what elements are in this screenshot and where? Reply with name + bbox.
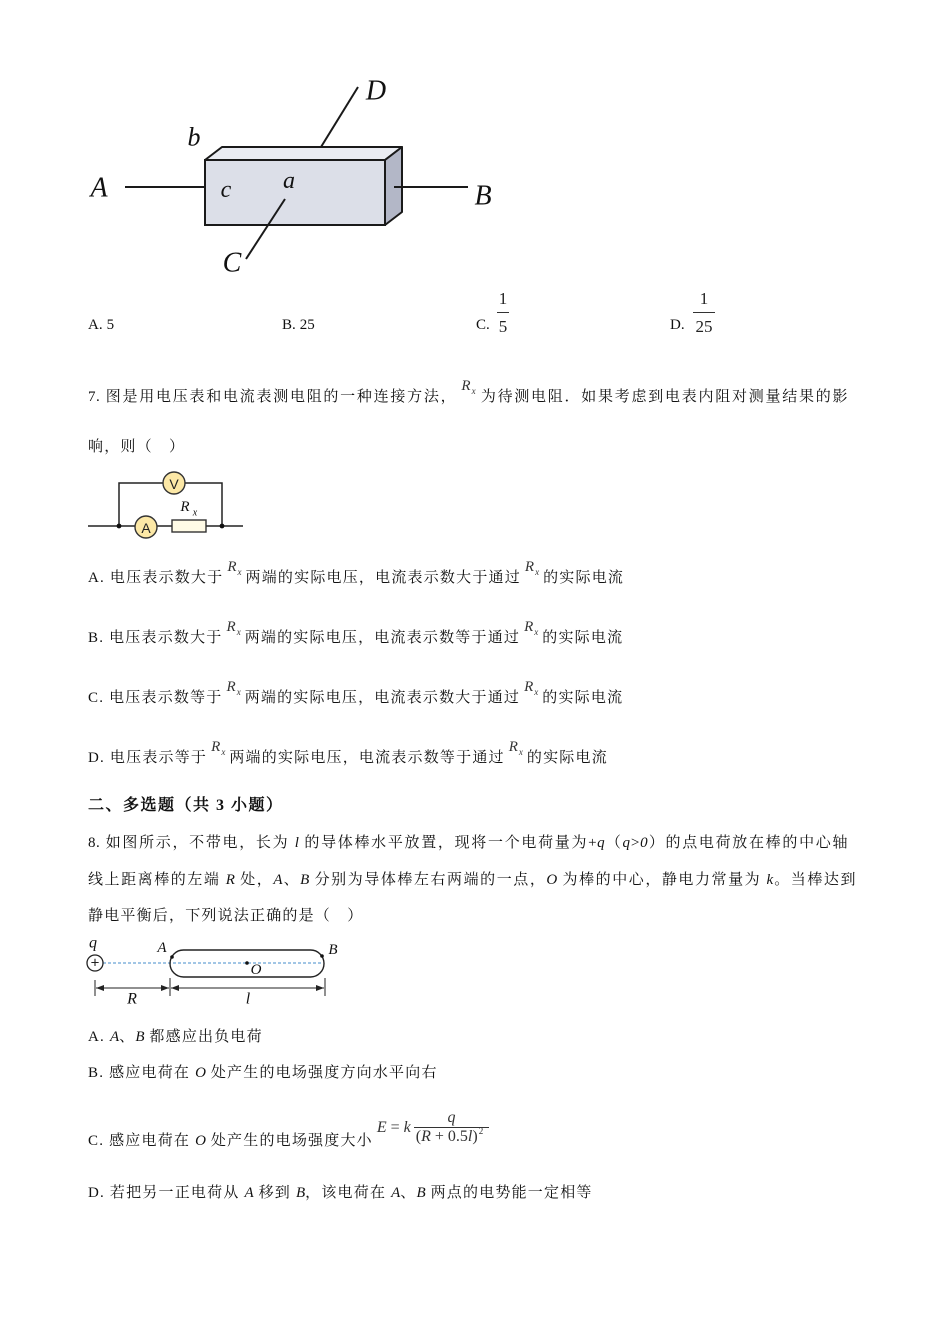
q8-option-a bbox=[88, 1027, 263, 1047]
q7-stem-line1 bbox=[88, 378, 848, 407]
label-a: a bbox=[283, 168, 295, 194]
voltmeter-label: V bbox=[169, 476, 179, 492]
q8-od-s6: 、 bbox=[400, 1185, 417, 1201]
rx-letter: R bbox=[211, 739, 221, 755]
label-C: C bbox=[222, 247, 242, 279]
q7-option-c bbox=[88, 679, 624, 708]
q7-option-a bbox=[88, 559, 625, 588]
q7-option-b-part3: 的实际电流 bbox=[542, 630, 624, 646]
resistor-label: R bbox=[180, 499, 190, 515]
block-figure bbox=[80, 75, 510, 279]
q8-oa-s4: 都感应出负电荷 bbox=[144, 1029, 263, 1045]
q7-option-b bbox=[88, 619, 624, 648]
q8-od-s7: B bbox=[416, 1185, 426, 1201]
label-D: D bbox=[365, 75, 387, 107]
rx-letter: R bbox=[227, 559, 237, 575]
rx-letter: R bbox=[226, 619, 236, 635]
q8-oa-s2: 、 bbox=[119, 1029, 136, 1045]
q8-l1-s4: （ bbox=[604, 835, 623, 851]
resistor-rx bbox=[172, 520, 206, 532]
q8-option-d bbox=[88, 1183, 593, 1203]
rx-subscript: x bbox=[236, 687, 241, 697]
q8-l2-s6: 分别为导体棒左右两端的一点， bbox=[309, 872, 547, 888]
rx-subscript: x bbox=[534, 687, 539, 697]
rx-symbol bbox=[211, 739, 225, 756]
rx-letter: R bbox=[461, 378, 471, 394]
q8-l2-s7: O bbox=[546, 872, 558, 888]
q8-od-s3: B bbox=[295, 1185, 306, 1201]
q8-l2-s9: k bbox=[766, 872, 774, 888]
charge-label: q bbox=[89, 934, 97, 952]
rx-letter: R bbox=[524, 559, 535, 575]
resistor-label-subscript: x bbox=[192, 507, 198, 519]
q8-l1-s3: q bbox=[597, 835, 605, 851]
section-heading: 二、多选题（共 3 小题） bbox=[88, 797, 284, 814]
q8-l1-s0: 8. 如图所示，不带电，长为 bbox=[88, 835, 295, 851]
q8-l2-s3: A bbox=[273, 872, 283, 888]
label-B: B bbox=[474, 180, 492, 212]
q7-option-b-part2: 两端的实际电压，电流表示数等于通过 bbox=[244, 630, 521, 646]
q8-l1-s1: l bbox=[294, 835, 299, 851]
q6-option-b-letter: B. bbox=[282, 317, 296, 333]
rx-symbol bbox=[509, 739, 523, 756]
q8-ob-s0: B. 感应电荷在 bbox=[88, 1065, 196, 1081]
rx-symbol bbox=[461, 378, 475, 395]
q8-od-s5: A bbox=[391, 1185, 401, 1201]
q7-option-c-part3: 的实际电流 bbox=[542, 690, 624, 706]
ammeter-label: A bbox=[141, 520, 151, 536]
q8-od-s2: 移到 bbox=[253, 1185, 296, 1201]
rx-symbol bbox=[227, 679, 241, 696]
wire-d bbox=[321, 87, 358, 147]
q6-option-b bbox=[282, 315, 315, 335]
rx-subscript: x bbox=[534, 627, 539, 637]
q6-option-d-letter: D. bbox=[670, 317, 685, 333]
q7-circuit bbox=[84, 468, 249, 544]
label-point-o: O bbox=[250, 962, 262, 978]
q8-od-s8: 两点的电势能一定相等 bbox=[425, 1185, 593, 1201]
q7-option-d bbox=[88, 739, 608, 768]
rx-symbol bbox=[525, 559, 539, 576]
q8-rod-figure bbox=[84, 934, 344, 1008]
q8-stem-line2 bbox=[88, 870, 856, 890]
q7-option-d-part3: 的实际电流 bbox=[526, 750, 608, 766]
q6-option-c-fraction-bar bbox=[497, 312, 509, 313]
q6-option-a bbox=[88, 315, 114, 335]
q8-oa-s3: B bbox=[135, 1029, 145, 1045]
q8-l1-s2: 的导体棒水平放置，现将一个电荷量为+ bbox=[298, 835, 598, 851]
q7-option-a-part2: 两端的实际电压，电流表示数大于通过 bbox=[245, 570, 521, 586]
den-r: R bbox=[421, 1128, 431, 1145]
q8-l2-s10: 。当棒达到 bbox=[773, 872, 856, 888]
rx-subscript: x bbox=[535, 567, 540, 577]
formula-fraction bbox=[414, 1109, 489, 1147]
formula-k: k bbox=[403, 1119, 411, 1136]
q7-option-c-part1: C. 电压表示数等于 bbox=[88, 690, 223, 706]
q6-option-c-letter: C. bbox=[476, 317, 490, 333]
q8-l2-s5: B bbox=[300, 872, 310, 888]
label-c: c bbox=[220, 177, 232, 203]
den-l: l bbox=[467, 1128, 473, 1145]
q8-ob-s2: 处产生的电场强度方向水平向右 bbox=[205, 1065, 438, 1081]
formula-lhs: E bbox=[376, 1119, 387, 1136]
q8-l2-s8: 为棒的中心，静电力常量为 bbox=[557, 872, 767, 888]
formula-denominator bbox=[414, 1127, 489, 1147]
den-exponent: 2 bbox=[478, 1126, 484, 1136]
q6-option-d-numerator: 1 bbox=[699, 289, 709, 308]
q8-oa-s1: A bbox=[109, 1029, 120, 1045]
q7-option-a-part1: A. 电压表示数大于 bbox=[88, 570, 224, 586]
q7-stem-part2: 为待测电阻．如果考虑到电表内阻对测量结果的影 bbox=[479, 389, 848, 405]
junction-left bbox=[117, 524, 122, 529]
q8-l2-s2: 处， bbox=[234, 872, 274, 888]
q8-oc-s2: 处产生的电场强度大小 bbox=[205, 1133, 373, 1149]
rx-subscript: x bbox=[237, 567, 242, 577]
rx-letter: R bbox=[524, 619, 534, 635]
rx-subscript: x bbox=[236, 627, 241, 637]
point-charge-sign: + bbox=[90, 954, 100, 972]
q8-option-c bbox=[88, 1109, 489, 1160]
q7-option-c-part2: 两端的实际电压，电流表示数大于通过 bbox=[244, 690, 521, 706]
dim-label-r: R bbox=[127, 990, 137, 1008]
rx-symbol bbox=[227, 619, 241, 636]
q6-option-b-value: 25 bbox=[299, 317, 315, 333]
q7-stem-part1: 7. 图是用电压表和电流表测电阻的一种连接方法， bbox=[88, 389, 458, 405]
rx-subscript: x bbox=[221, 747, 226, 757]
rx-letter: R bbox=[226, 679, 236, 695]
label-b: b bbox=[187, 122, 201, 152]
q8-stem-line3: 静电平衡后，下列说法正确的是（ ） bbox=[88, 908, 364, 924]
q8-oa-s0: A. bbox=[88, 1029, 110, 1045]
q6-option-a-letter: A. bbox=[88, 317, 103, 333]
den-open: ( bbox=[415, 1128, 422, 1145]
formula-numerator: q bbox=[447, 1109, 456, 1126]
q8-od-s4: ，该电荷在 bbox=[305, 1185, 392, 1201]
q6-option-a-value: 5 bbox=[106, 317, 115, 333]
point-a-dot bbox=[170, 955, 174, 959]
q8-l2-s0: 线上距离棒的左端 bbox=[88, 872, 226, 888]
q7-option-a-part3: 的实际电流 bbox=[543, 570, 625, 586]
den-plus: + 0.5 bbox=[430, 1128, 468, 1145]
rx-subscript: x bbox=[518, 747, 523, 757]
q8-oc-s1: O bbox=[195, 1133, 206, 1149]
q8-l1-s5: q>0 bbox=[622, 835, 648, 851]
formula-equals: = bbox=[390, 1119, 400, 1136]
q6-option-d-denominator: 25 bbox=[695, 317, 713, 336]
q7-option-d-part2: 两端的实际电压，电流表示数等于通过 bbox=[229, 750, 505, 766]
q7-option-b-part1: B. 电压表示数大于 bbox=[88, 630, 223, 646]
point-o-dot bbox=[245, 961, 249, 965]
den-close: ) bbox=[472, 1128, 478, 1145]
q6-option-c-denominator: 5 bbox=[498, 317, 508, 336]
rx-symbol bbox=[524, 619, 538, 636]
junction-right bbox=[220, 524, 225, 529]
q8-l1-s6: ）的点电荷放在棒的中心轴 bbox=[647, 835, 848, 851]
field-strength-formula bbox=[377, 1109, 489, 1147]
q8-l2-s4: 、 bbox=[282, 872, 301, 888]
q8-stem-line1 bbox=[88, 833, 848, 853]
rx-symbol bbox=[524, 679, 538, 696]
label-A: A bbox=[90, 172, 108, 204]
q6-option-c-numerator: 1 bbox=[498, 289, 508, 308]
q8-l2-s1: R bbox=[225, 872, 235, 888]
rx-letter: R bbox=[524, 679, 534, 695]
block-front-face bbox=[205, 160, 385, 225]
q8-oc-s0: C. 感应电荷在 bbox=[88, 1133, 196, 1149]
q8-od-s1: A bbox=[244, 1185, 254, 1201]
rx-letter: R bbox=[508, 739, 518, 755]
rx-subscript: x bbox=[471, 386, 476, 396]
dim-label-l: l bbox=[245, 990, 251, 1008]
point-b-dot bbox=[320, 954, 324, 958]
q7-option-d-part1: D. 电压表示等于 bbox=[88, 750, 208, 766]
q8-od-s0: D. 若把另一正电荷从 bbox=[88, 1185, 245, 1201]
label-point-b: B bbox=[328, 942, 338, 958]
q8-ob-s1: O bbox=[195, 1065, 206, 1081]
q8-option-b bbox=[88, 1063, 438, 1083]
q7-stem-line2: 响，则（ ） bbox=[88, 439, 186, 455]
block-top-face bbox=[205, 147, 402, 160]
label-point-a: A bbox=[157, 940, 167, 956]
rx-symbol bbox=[227, 559, 241, 576]
q6-option-d-fraction-bar bbox=[693, 312, 715, 313]
